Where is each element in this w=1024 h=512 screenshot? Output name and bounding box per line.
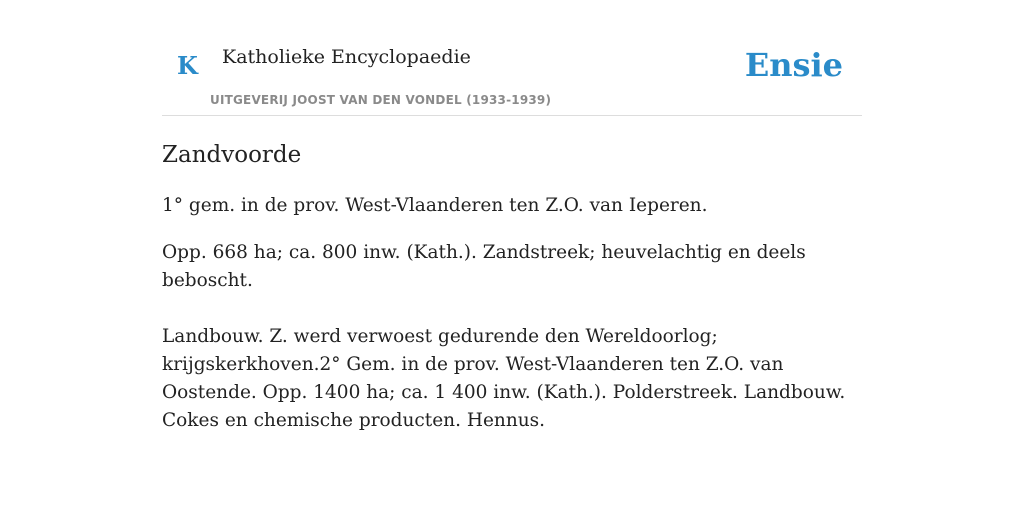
article-title: Zandvoorde [162,142,302,168]
article-paragraph: 1° gem. in de prov. West-Vlaanderen ten Z.O. van Ieperen. [162,195,708,216]
page [162,0,862,435]
publisher-label: UITGEVERIJ JOOST VAN DEN VONDEL (1933-1939) [210,93,552,107]
encyclopedia-logo[interactable]: K [177,51,198,80]
article-paragraph: Landbouw. Z. werd verwoest gedurende den Wereldoorlog; krijgskerkhoven.2° Gem. in de prov. West-Vlaanderen ten Z.O. van Oostende. Opp. 1400 ha; ca. 1 400 inw. (Kath.). Polderstreek. Landbouw. Cokes en chemische producten. Hennus. [162,326,846,431]
ensie-brand-link[interactable]: Ensie [744,46,843,84]
site-header [162,0,862,116]
article-paragraph: Opp. 668 ha; ca. 800 inw. (Kath.). Zandstreek; heuvelachtig en deels beboscht. [162,242,806,291]
article [162,116,862,435]
book-title[interactable]: Katholieke Encyclopaedie [222,46,471,68]
